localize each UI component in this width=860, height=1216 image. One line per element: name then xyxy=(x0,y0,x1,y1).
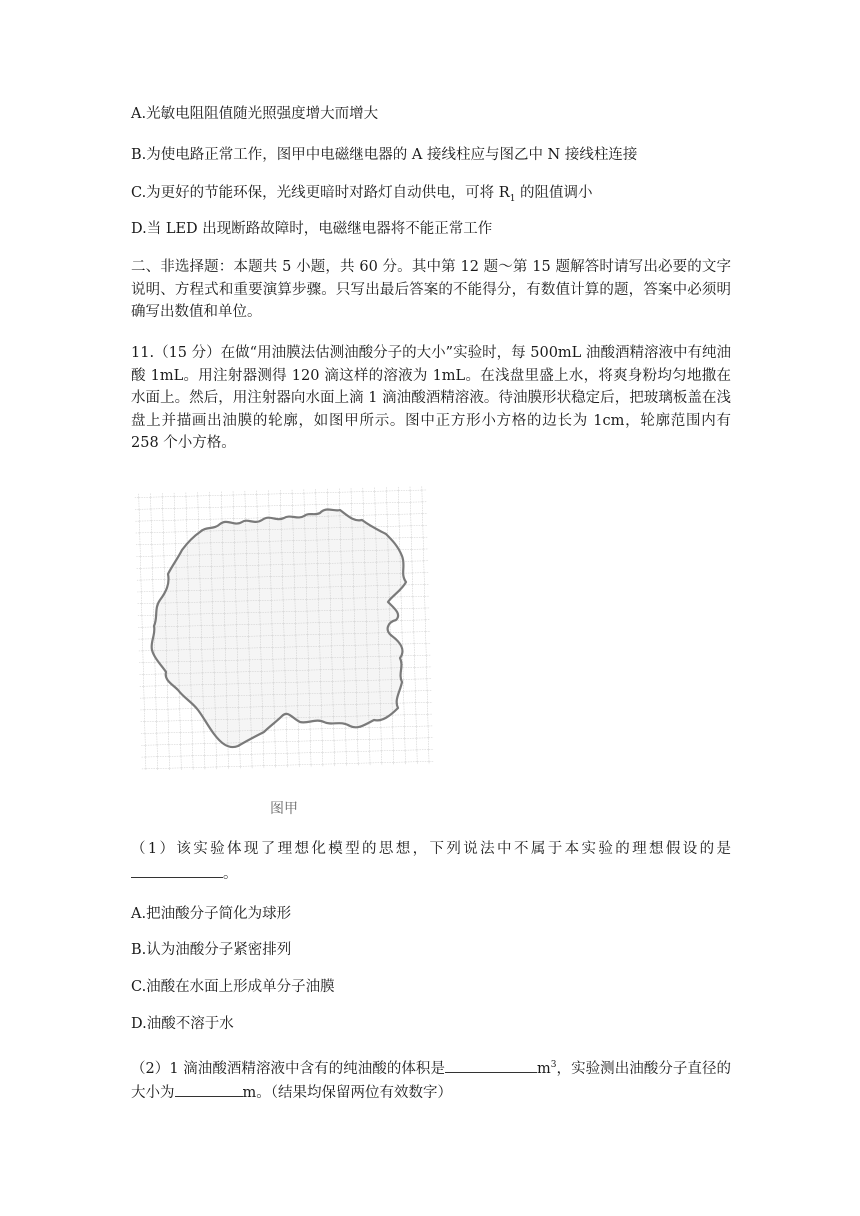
option-d-prev: D.当 LED 出现断路故障时，电磁继电器将不能正常工作 xyxy=(131,221,493,237)
q11-part1-end: 。 xyxy=(223,865,238,882)
answer-blank-1[interactable] xyxy=(131,861,223,878)
q11-part1-text: （1）该实验体现了理想化模型的思想，下列说法中不属于本实验的理想假设的是 xyxy=(131,841,731,857)
unit-m3: m xyxy=(537,1060,551,1077)
unit-superscript: 3 xyxy=(550,1060,557,1070)
q11-part2-mid: ，实验测出油酸分子直径的大小为 xyxy=(131,1060,731,1102)
q11-part2-end: m。（结果均保留两位有效数字） xyxy=(242,1085,452,1102)
q11-part1-option-b: B.认为油酸分子紧密排列 xyxy=(131,942,292,958)
answer-blank-2[interactable] xyxy=(445,1056,537,1073)
option-c-subscript: 1 xyxy=(509,193,516,204)
q11-part2 xyxy=(131,1054,731,1105)
section-2-heading: 二、非选择题：本题共 5 小题，共 60 分。其中第 12 题～第 15 题解答时请写出必要的文字说明、方程式和重要演算步骤。只写出最后答案的不能得分，有数值计算的题，答案中必须明确写出数值和单位。 xyxy=(131,259,731,320)
q11-part1-option-a: A.把油酸分子简化为球形 xyxy=(131,906,292,922)
option-c-text-end: 的阻值调小 xyxy=(515,185,593,201)
q11-part2-text: （2）1 滴油酸酒精溶液中含有的纯油酸的体积是 xyxy=(131,1060,445,1077)
oil-film-figure xyxy=(130,470,435,770)
option-c-prev xyxy=(131,183,731,210)
option-c-text: C.为更好的节能环保，光线更暗时对路灯自动供电，可将 R xyxy=(131,185,510,201)
figure-caption: 图甲 xyxy=(270,801,298,817)
option-b-prev: B.为使电路正常工作，图甲中电磁继电器的 A 接线柱应与图乙中 N 接线柱连接 xyxy=(131,147,638,163)
option-a-prev: A.光敏电阻阻值随光照强度增大而增大 xyxy=(131,106,379,122)
q11-part1-option-d: D.油酸不溶于水 xyxy=(131,1016,234,1032)
question-11-text: 11.（15 分）在做“用油膜法估测油酸分子的大小”实验时，每 500mL 油酸酒精溶液中有纯油酸 1mL。用注射器测得 120 滴这样的溶液为 1mL。在浅盘里盛上水，将爽身粉均匀地撒在水面上。然后，用注射器向水面上滴 1 滴油酸酒精溶液。待油膜形状稳定后，把玻璃板盖在浅盘上并描画出油膜的轮廓，如图甲所示。图中正方形小方格的边长为 1cm，轮廓范围内有 258 个小方格。 xyxy=(131,345,731,451)
q11-part1-option-c: C.油酸在水面上形成单分子油膜 xyxy=(131,979,335,995)
q11-part1-stem xyxy=(131,838,731,885)
answer-blank-3[interactable] xyxy=(175,1080,243,1097)
